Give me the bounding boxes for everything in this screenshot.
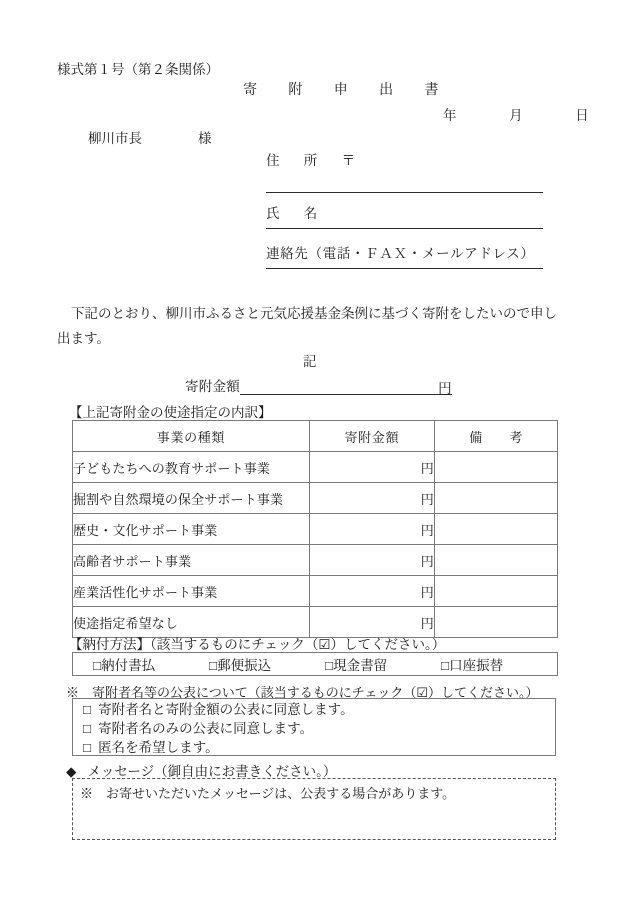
table-row	[73, 483, 558, 514]
message-heading-label: メッセージ（御自由にお書きください。）	[87, 764, 337, 779]
payment-option-genkin[interactable]	[325, 654, 441, 674]
message-heading	[66, 760, 336, 780]
row-amount-input[interactable]: 円	[309, 483, 434, 514]
row-remarks-input[interactable]	[434, 452, 557, 483]
column-header-type: 事業の種類	[73, 421, 310, 452]
document-title: 寄 附 申 出 書	[243, 83, 448, 98]
disclosure-option-label: 寄附者名のみの公表に同意します。	[98, 721, 314, 736]
disclosure-box	[72, 698, 556, 756]
checkbox-icon[interactable]: □	[93, 658, 102, 673]
address-label: 住 所 〒	[266, 153, 361, 168]
disclosure-option-label: 寄附者名と寄附金額の公表に同意します。	[98, 702, 354, 717]
row-type-label: 使途指定希望なし	[73, 607, 310, 638]
table-row	[73, 576, 558, 607]
table-header-row	[73, 421, 558, 452]
column-header-amount: 寄附金額	[309, 421, 434, 452]
name-label: 氏 名	[266, 206, 323, 221]
addressee-line	[88, 127, 212, 147]
payment-option-yubin[interactable]	[209, 654, 325, 674]
name-input-rule[interactable]	[266, 228, 543, 229]
row-type-label: 高齢者サポート事業	[73, 545, 310, 576]
table-row	[73, 545, 558, 576]
row-type-label: 子どもたちへの教育サポート事業	[73, 452, 310, 483]
payment-option-label: 郵便振込	[217, 658, 272, 673]
contact-label: 連絡先（電話・ＦＡＸ・メールアドレス）	[266, 246, 535, 261]
checkbox-icon[interactable]: □	[83, 702, 92, 717]
payment-option-kouza[interactable]	[441, 654, 557, 674]
table-row	[73, 514, 558, 545]
row-remarks-input[interactable]	[434, 514, 557, 545]
row-remarks-input[interactable]	[434, 483, 557, 514]
row-amount-input[interactable]: 円	[309, 452, 434, 483]
checkbox-icon[interactable]: □	[209, 658, 218, 673]
ki-mark: 記	[303, 354, 317, 369]
donation-amount-unit: 円	[436, 377, 452, 395]
body-paragraph: 下記のとおり、柳川市ふるさと元気応援基金条例に基づく寄附をしたいので申し出ます。	[57, 306, 557, 346]
row-amount-input[interactable]: 円	[309, 576, 434, 607]
breakdown-heading: 【上記寄附金の使途指定の内訳】	[69, 405, 272, 420]
checkbox-icon[interactable]: □	[83, 740, 92, 755]
row-remarks-input[interactable]	[434, 607, 557, 638]
row-type-label: 歴史・文化サポート事業	[73, 514, 310, 545]
message-textarea[interactable]	[72, 778, 556, 840]
payment-option-label: 現金書留	[333, 658, 388, 673]
addressee-honorific: 様	[198, 131, 212, 146]
disclosure-option-name-and-amount[interactable]	[73, 700, 555, 719]
payment-option-nofusho[interactable]	[93, 654, 209, 674]
payment-option-label: 納付書払	[101, 658, 156, 673]
donation-amount-label: 寄附金額	[185, 379, 241, 394]
payment-option-label: 口座振替	[449, 658, 504, 673]
row-amount-input[interactable]: 円	[309, 545, 434, 576]
row-remarks-input[interactable]	[434, 545, 557, 576]
usage-breakdown-table	[72, 420, 558, 638]
donation-amount-input[interactable]	[240, 377, 436, 395]
disclosure-heading: ※ 寄附者名等の公表について（該当するものにチェック（☑）してください。）	[66, 685, 539, 700]
row-type-label: 掘割や自然環境の保全サポート事業	[73, 483, 310, 514]
payment-method-heading: 【納付方法】（該当するものにチェック（☑）してください。）	[69, 637, 446, 652]
checkbox-icon[interactable]: □	[441, 658, 450, 673]
table-row	[73, 452, 558, 483]
checkbox-icon[interactable]: □	[325, 658, 334, 673]
row-type-label: 産業活性化サポート事業	[73, 576, 310, 607]
address-input-rule[interactable]	[266, 192, 543, 193]
disclosure-option-label: 匿名を希望します。	[98, 740, 219, 755]
disclosure-option-anonymous[interactable]	[73, 738, 555, 757]
addressee-name: 柳川市長	[88, 131, 142, 146]
form-number: 様式第１号（第２条関係）	[57, 62, 219, 77]
date-line[interactable]: 年 月 日	[443, 108, 609, 123]
disclosure-option-name-only[interactable]	[73, 719, 555, 738]
payment-method-box	[72, 652, 558, 676]
column-header-remarks: 備 考	[434, 421, 557, 452]
row-amount-input[interactable]: 円	[309, 607, 434, 638]
checkbox-icon[interactable]: □	[83, 721, 92, 736]
diamond-icon: ◆	[66, 764, 77, 779]
message-note: ※ お寄せいただいたメッセージは、公表する場合があります。	[80, 786, 456, 801]
row-remarks-input[interactable]	[434, 576, 557, 607]
row-amount-input[interactable]: 円	[309, 514, 434, 545]
contact-input-rule[interactable]	[266, 268, 543, 269]
donation-amount-row	[185, 375, 452, 395]
